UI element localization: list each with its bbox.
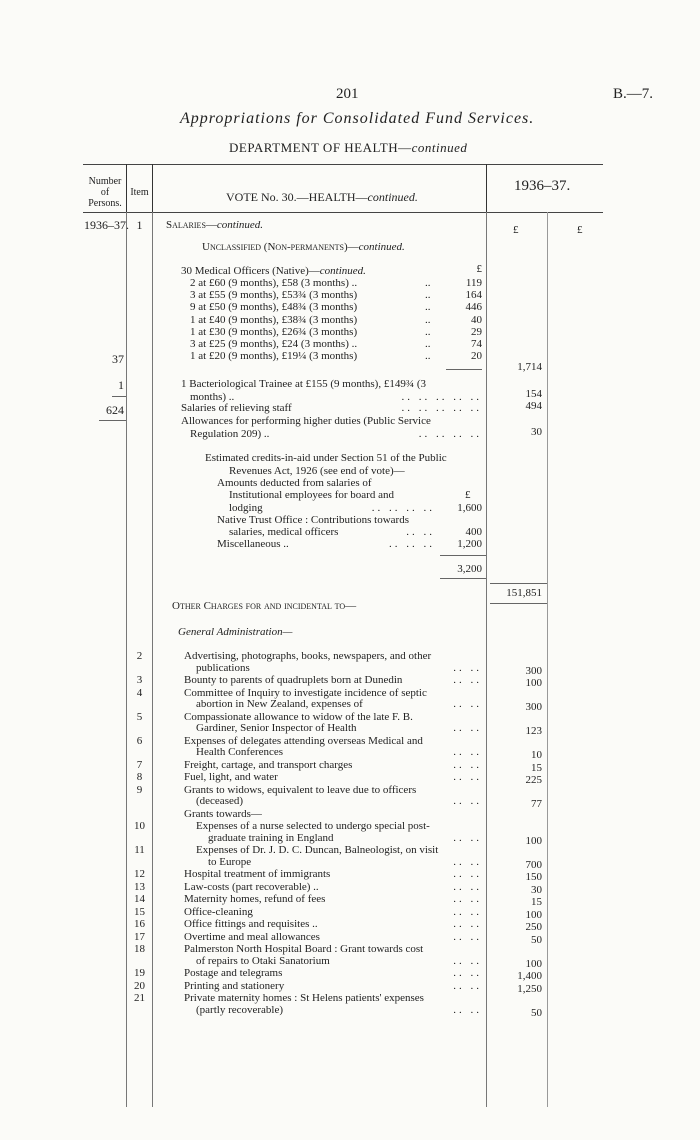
charge-item-text: to Europe — [208, 855, 252, 868]
charge-item-text: abortion in New Zealand, expenses of — [196, 698, 363, 710]
medical-officer-row-amount: 446 — [465, 301, 482, 314]
medical-officer-row-text: 2 at £60 (9 months), £58 (3 months) .. — [190, 277, 358, 289]
item-number-1: 1 — [136, 218, 143, 232]
persons-count-624: 624 — [106, 403, 124, 417]
charge-item-number: 21 — [134, 992, 145, 1004]
medical-officer-row-amount: 74 — [471, 338, 482, 350]
charge-item-text: Gardiner, Senior Inspector of Health — [196, 722, 357, 734]
charge-item-line — [184, 893, 482, 905]
amounts-deducted-line-1: Amounts deducted from salaries of — [217, 477, 372, 489]
col-divider-head-3 — [486, 164, 487, 212]
charge-item-leader-dots: .. .. — [453, 905, 482, 918]
charge-item-line — [184, 881, 482, 893]
medical-officer-row-dots: .. — [425, 289, 431, 302]
vote-title-continued: continued. — [367, 190, 418, 204]
salaries-heading — [166, 219, 263, 231]
allowances-text-1: Allowances for performing higher duties (Public Service — [181, 415, 431, 427]
charge-item-number: 17 — [134, 930, 145, 943]
medical-officer-row-amount: 20 — [471, 350, 482, 363]
medical-officer-row-text: 1 at £20 (9 months), £19¼ (3 months) — [190, 350, 358, 363]
medical-officer-row-amount: 40 — [471, 313, 482, 326]
charge-item-amount: 1,250 — [517, 982, 542, 995]
charge-item-line — [184, 711, 482, 723]
miscellaneous-text: Miscellaneous .. — [217, 538, 289, 550]
charge-item-text: Fuel, light, and water — [184, 771, 278, 783]
charge-item-text: Printing and stationery — [184, 979, 285, 992]
charge-item-line — [184, 868, 482, 880]
charge-item-amount: 10 — [531, 749, 542, 761]
charge-item-line — [184, 906, 482, 918]
persons-count-1: 1 — [118, 378, 124, 392]
credits-subtotal-rule — [440, 555, 486, 556]
charge-item-line — [184, 980, 482, 992]
charge-item-text: Compassionate allowance to widow of the late F. B. — [184, 710, 413, 723]
medical-officer-row-text: 3 at £25 (9 months), £24 (3 months) .. — [190, 338, 358, 350]
charge-item-amount: 77 — [531, 798, 542, 810]
charge-item-line — [184, 808, 482, 820]
medical-officer-row-amount: 164 — [465, 289, 482, 302]
allowances-line-2: Regulation 209) .. .. .. .. .. — [190, 428, 482, 440]
allowances-amount: 30 — [531, 426, 542, 438]
charge-item-amount: 30 — [531, 883, 542, 896]
trainee-amount: 154 — [525, 388, 542, 400]
charge-item-leader-dots: .. .. — [453, 698, 482, 710]
medical-officer-row-text: 9 at £50 (9 months), £48¾ (3 months) — [190, 301, 358, 314]
persons-total-rule — [99, 420, 126, 421]
charge-item-line — [196, 698, 482, 710]
charge-item-number: 11 — [134, 844, 145, 856]
charge-item-number: 6 — [136, 734, 143, 747]
salaries-total-rule — [490, 583, 547, 584]
charge-item-leader-dots: .. .. — [453, 918, 482, 930]
salaries-heading-continued: continued. — [216, 219, 264, 231]
department-continued: continued — [411, 140, 468, 155]
charge-item-text: Private maternity homes : St Helens patients' expenses — [184, 992, 424, 1004]
charge-item-number: 10 — [134, 820, 145, 832]
charge-item-line — [184, 771, 482, 783]
charge-item-line — [184, 931, 482, 943]
medical-officer-row-amount: 119 — [465, 277, 482, 289]
medical-pound-sign: £ — [476, 263, 482, 275]
charge-item-line — [196, 746, 482, 758]
charge-item-line — [208, 832, 482, 844]
charge-item-text: Expenses of Dr. J. D. C. Duncan, Balneologist, on visit — [196, 844, 439, 856]
charge-item-leader-dots: .. .. — [453, 880, 482, 893]
amounts-pound-sign: £ — [465, 489, 471, 501]
charge-item-amount: 100 — [525, 834, 542, 847]
trainee-text-2: months) .. — [190, 391, 235, 403]
charge-item-text: Freight, cartage, and transport charges — [184, 758, 353, 771]
charge-item-leader-dots: .. .. — [453, 979, 482, 992]
charge-item-line — [184, 687, 482, 699]
vote-title-text: VOTE No. 30.—HEALTH— — [226, 190, 368, 204]
charge-item-line — [196, 795, 482, 807]
col-divider-amount — [486, 212, 487, 1107]
persons-label-3: Persons. — [88, 198, 122, 209]
charge-item-leader-dots: .. .. — [453, 771, 482, 783]
miscellaneous-line: Miscellaneous .. .. .. .. — [217, 538, 435, 550]
trust-office-amount: 400 — [465, 526, 482, 538]
table-head-rule — [83, 212, 603, 213]
trainee-text-1: 1 Bacteriological Trainee at £155 (9 months), £149¾ (3 — [181, 378, 427, 390]
charge-item-line — [196, 662, 482, 674]
trust-office-line-1: Native Trust Office : Contributions towards — [217, 514, 409, 526]
charge-item-line — [184, 650, 482, 662]
department-name: DEPARTMENT OF HEALTH— — [229, 140, 412, 155]
charge-item-line — [196, 955, 482, 967]
medical-officer-row-text: 1 at £40 (9 months), £38¾ (3 months) — [190, 313, 358, 326]
charge-item-number: 16 — [134, 918, 145, 930]
credits-total-rule — [440, 578, 486, 579]
unclassified-heading — [202, 241, 405, 253]
charge-item-amount: 100 — [525, 957, 542, 970]
charge-item-number: 13 — [134, 880, 145, 893]
charge-item-text: Maternity homes, refund of fees — [184, 893, 326, 905]
charge-item-text: Bounty to parents of quadruplets born at Dunedin — [184, 674, 403, 686]
medical-officer-row-dots: .. — [425, 277, 431, 289]
charge-item-amount: 15 — [531, 761, 542, 774]
charge-item-text: (partly recoverable) — [196, 1003, 284, 1016]
charge-item-amount: 300 — [525, 701, 542, 713]
table-top-rule — [83, 164, 603, 165]
charge-item-text: Advertising, photographs, books, newspapers, and other — [184, 650, 432, 662]
charge-item-text: Expenses of a nurse selected to undergo special post- — [196, 820, 430, 832]
charge-item-amount: 50 — [531, 933, 542, 946]
year-header: 1936–37. — [514, 178, 571, 194]
charge-item-amount: 300 — [525, 664, 542, 677]
charge-item-text: of repairs to Otaki Sanatorium — [196, 954, 330, 967]
item-header: Item — [130, 187, 149, 198]
charge-item-line — [184, 992, 482, 1004]
charge-item-text: (deceased) — [196, 795, 244, 807]
salaries-total-bottom-rule — [490, 603, 547, 604]
charge-item-text: Office fittings and requisites .. — [184, 918, 318, 930]
charge-item-line — [184, 784, 482, 796]
medical-officers-heading — [181, 265, 366, 277]
charge-item-amount: 50 — [531, 1006, 542, 1019]
miscellaneous-amount: 1,200 — [457, 538, 482, 550]
charge-item-text: Hospital treatment of immigrants — [184, 868, 331, 880]
charge-item-leader-dots: .. .. — [453, 930, 482, 943]
charge-item-amount: 15 — [531, 896, 542, 908]
charge-item-line — [184, 943, 482, 955]
charge-item-leader-dots: .. .. — [453, 831, 482, 844]
amounts-deducted-text-3: lodging — [229, 502, 263, 514]
unclassified-heading-continued: continued. — [358, 241, 405, 253]
relieving-staff-amount: 494 — [525, 400, 542, 412]
charge-item-line — [184, 735, 482, 747]
charge-item-text: publications — [196, 661, 250, 674]
relieving-staff-text: Salaries of relieving staff — [181, 402, 292, 414]
charge-item-line — [196, 1004, 482, 1016]
col-divider-total — [547, 212, 548, 1107]
charge-item-leader-dots: .. .. — [453, 893, 482, 905]
trainee-line-2: months) .. .. .. .. .. .. — [190, 391, 482, 403]
pound-sign-total-col: £ — [577, 224, 583, 236]
medical-total: 1,714 — [517, 361, 542, 373]
charge-item-line — [184, 918, 482, 930]
charge-item-number: 4 — [136, 686, 143, 699]
report-code: B.—7. — [613, 86, 654, 102]
charge-item-text: Expenses of delegates attending overseas Medical and — [184, 734, 423, 747]
charge-item-leader-dots: .. .. — [453, 795, 482, 807]
charge-item-line — [196, 820, 482, 832]
charge-item-number: 19 — [134, 967, 145, 979]
persons-label-1: Number — [88, 176, 122, 187]
charge-item-amount: 225 — [525, 774, 542, 786]
charge-item-amount: 100 — [525, 677, 542, 689]
charge-item-number: 15 — [134, 905, 145, 918]
medical-officer-row-dots: .. — [425, 325, 431, 338]
pound-sign-amount-col: £ — [513, 224, 519, 236]
charge-item-number: 20 — [134, 979, 145, 992]
charge-item-text: Law-costs (part recoverable) .. — [184, 880, 319, 893]
charge-item-leader-dots: .. .. — [453, 954, 482, 967]
charge-item-text: Overtime and meal allowances — [184, 930, 320, 943]
charge-item-leader-dots: .. .. — [453, 722, 482, 734]
charge-item-number: 5 — [136, 710, 143, 723]
charge-item-number: 18 — [134, 943, 145, 955]
page-title: Appropriations for Consolidated Fund Services. — [180, 110, 535, 127]
medical-officer-row-amount: 29 — [471, 325, 482, 338]
col-divider-head-2 — [152, 164, 153, 212]
charge-item-amount: 123 — [525, 725, 542, 737]
charge-item-number: 7 — [136, 758, 143, 771]
allowances-text-2: Regulation 209) .. — [190, 428, 270, 440]
charge-item-number: 14 — [134, 893, 145, 905]
trust-office-line-2: salaries, medical officers .. .. — [229, 526, 435, 538]
charge-item-line — [184, 967, 482, 979]
medical-subtotal-rule — [446, 369, 482, 370]
trainee-line-1 — [181, 378, 482, 390]
charge-item-leader-dots: .. .. — [453, 967, 482, 979]
charge-item-leader-dots: .. .. — [453, 868, 482, 880]
charge-item-leader-dots: .. .. — [453, 1003, 482, 1016]
charge-item-text: graduate training in England — [208, 831, 334, 844]
medical-officer-row-dots: .. — [425, 313, 431, 326]
charge-item-text: Committee of Inquiry to investigate incidence of septic — [184, 686, 427, 699]
charge-item-text: Grants to widows, equivalent to leave due to officers — [184, 783, 417, 796]
credits-line-2: Revenues Act, 1926 (see end of vote)— — [229, 465, 405, 477]
vote-title — [226, 190, 418, 205]
charge-item-amount: 150 — [525, 871, 542, 883]
persons-label-2: of — [100, 187, 110, 198]
medical-officers-heading-text: 30 Medical Officers (Native)— — [181, 265, 320, 277]
charge-item-text: Grants towards— — [184, 807, 262, 820]
general-administration-heading: General Administration— — [178, 626, 293, 638]
charge-item-line — [196, 844, 482, 856]
medical-officer-row-dots: .. — [425, 301, 431, 314]
department-heading — [229, 140, 467, 156]
medical-officer-row-dots: .. — [425, 338, 431, 350]
charge-item-text: Office-cleaning — [184, 905, 253, 918]
allowances-line-1 — [181, 415, 482, 427]
charge-item-number: 9 — [136, 783, 143, 796]
credits-line-1: Estimated credits-in-aid under Section 51 of the Public — [205, 452, 447, 464]
charge-item-amount: 700 — [525, 858, 542, 871]
charge-item-leader-dots: .. .. — [453, 661, 482, 674]
salaries-heading-text: Salaries— — [166, 219, 217, 231]
col-divider-item — [152, 212, 153, 1107]
trust-office-text-2: salaries, medical officers — [229, 526, 339, 538]
persons-subtotal-rule — [112, 396, 126, 397]
charge-item-leader-dots: .. .. — [453, 674, 482, 686]
amounts-deducted-line-2: Institutional employees for board and — [229, 489, 394, 501]
charge-item-number: 2 — [136, 650, 143, 662]
charge-item-leader-dots: .. .. — [453, 758, 482, 771]
medical-officer-row-dots: .. — [425, 350, 431, 363]
charge-item-leader-dots: .. .. — [453, 746, 482, 758]
charge-item-line — [208, 856, 482, 868]
charge-item-number: 12 — [134, 868, 145, 880]
charge-item-amount: 1,400 — [517, 970, 542, 982]
unclassified-heading-text: Unclassified (Non-permanents)— — [202, 241, 359, 253]
charge-item-line — [196, 722, 482, 734]
medical-officers-heading-continued: continued. — [319, 265, 366, 277]
salaries-total: 151,851 — [506, 587, 542, 599]
charge-item-line — [184, 674, 482, 686]
charge-item-line — [184, 759, 482, 771]
amounts-deducted-amount: 1,600 — [457, 502, 482, 514]
persons-year: 1936–37. — [84, 218, 129, 232]
charge-item-text: Health Conferences — [196, 746, 284, 758]
charge-item-amount: 100 — [525, 908, 542, 921]
charge-item-number: 3 — [136, 674, 143, 686]
other-charges-heading: Other Charges for and incidental to— — [172, 600, 357, 612]
page-number: 201 — [336, 86, 359, 102]
charge-item-amount: 250 — [525, 921, 542, 933]
charge-item-text: Postage and telegrams — [184, 967, 283, 979]
credits-total: 3,200 — [457, 563, 482, 575]
persons-header — [84, 176, 126, 209]
medical-officer-row-text: 1 at £30 (9 months), £26¾ (3 months) — [190, 325, 358, 338]
amounts-deducted-line-3: lodging .. .. .. .. — [229, 502, 435, 514]
persons-count-37: 37 — [112, 352, 124, 366]
charge-item-leader-dots: .. .. — [453, 855, 482, 868]
relieving-staff-line: Salaries of relieving staff .. .. .. .. .. — [181, 402, 482, 414]
charge-item-text: Palmerston North Hospital Board : Grant towards cost — [184, 943, 424, 955]
medical-officer-row-text: 3 at £55 (9 months), £53¾ (3 months) — [190, 289, 358, 302]
charge-item-number: 8 — [136, 771, 143, 783]
